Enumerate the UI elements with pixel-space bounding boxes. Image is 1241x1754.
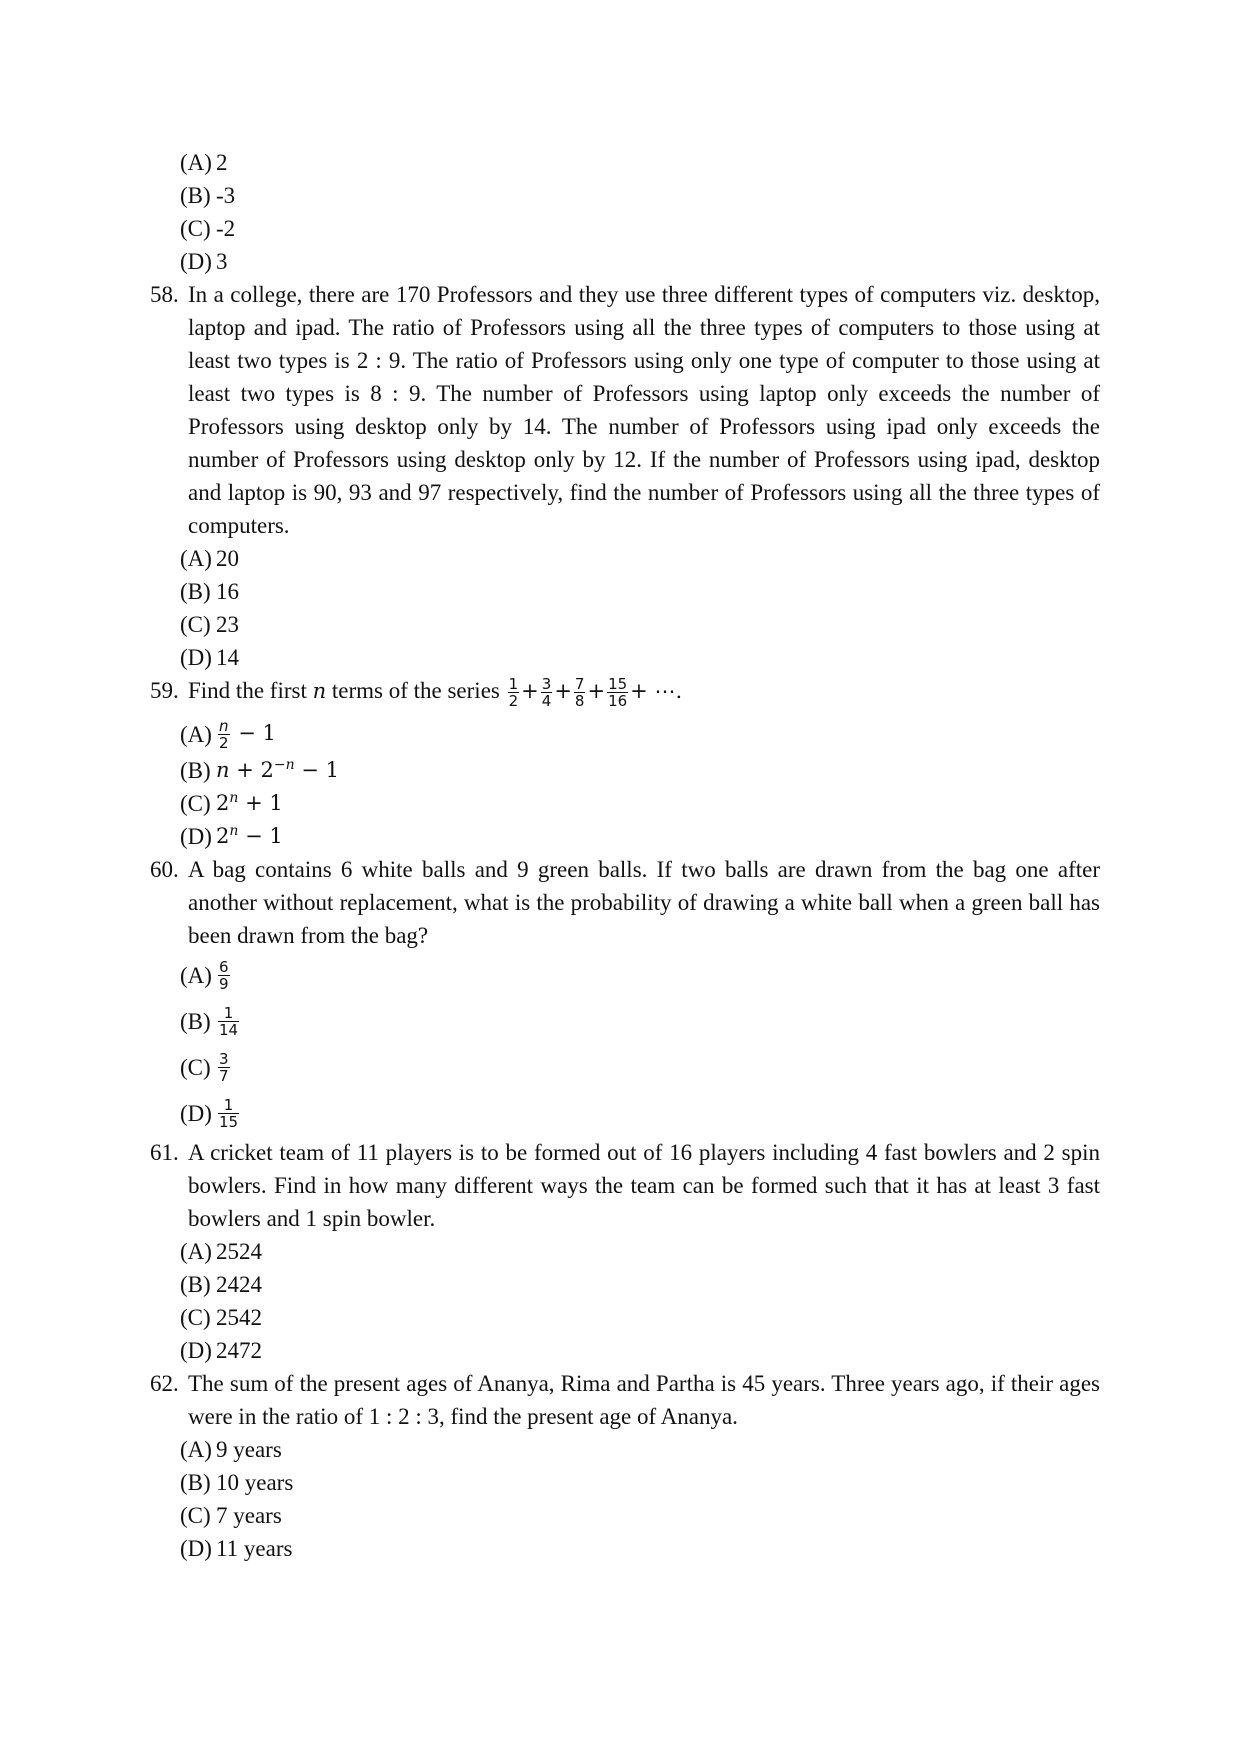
option bbox=[150, 714, 1100, 754]
option-value: 10 years bbox=[216, 1470, 294, 1495]
question-list bbox=[150, 146, 1100, 1565]
option-value: 2 bbox=[216, 150, 228, 175]
fraction bbox=[218, 718, 230, 751]
q58-options bbox=[150, 542, 1100, 674]
question-62 bbox=[150, 1367, 1100, 1433]
option bbox=[150, 542, 1100, 575]
variable-n: n bbox=[312, 679, 327, 703]
question-58 bbox=[150, 278, 1100, 542]
option-label: (D) bbox=[180, 1338, 212, 1363]
plus-sign: + bbox=[587, 679, 606, 703]
series-term bbox=[508, 676, 520, 709]
question-61 bbox=[150, 1136, 1100, 1235]
question-text: The sum of the present ages of Ananya, Rima and Partha is 45 years. Three years ago, if their ages were in the ratio of 1 : 2 : 3, find the present age of Ananya. bbox=[188, 1371, 1100, 1429]
option bbox=[150, 1433, 1100, 1466]
option-value: -2 bbox=[216, 216, 236, 241]
plus-sign: + bbox=[554, 679, 572, 703]
denominator: 15 bbox=[219, 1112, 239, 1131]
option-label: (C) bbox=[180, 791, 211, 816]
denominator: 2 bbox=[508, 692, 519, 711]
option-label: (C) bbox=[180, 1305, 211, 1330]
question-text: A bag contains 6 white balls and 9 green balls. If two balls are drawn from the bag one after another without replacement, what is the probability of drawing a white ball when a green ball has been drawn from the bag? bbox=[188, 857, 1100, 948]
series-ellipsis: + ⋯. bbox=[630, 679, 683, 703]
option-value bbox=[216, 754, 339, 787]
option bbox=[150, 1235, 1100, 1268]
option-value bbox=[216, 820, 283, 853]
option-label: (A) bbox=[180, 546, 212, 571]
denominator: 8 bbox=[574, 692, 585, 711]
question-number: 61. bbox=[150, 1140, 179, 1165]
option-label: (C) bbox=[180, 216, 211, 241]
option bbox=[150, 787, 1100, 820]
base: 2 bbox=[216, 791, 230, 815]
option-label: (A) bbox=[180, 721, 212, 747]
series-term bbox=[574, 676, 586, 709]
numerator: 6 bbox=[219, 957, 229, 976]
option-label: (C) bbox=[180, 1054, 211, 1080]
option-value: 2472 bbox=[216, 1338, 262, 1363]
question-number: 58. bbox=[150, 282, 179, 307]
question-text: In a college, there are 170 Professors and they use three different types of computers viz. desktop, laptop and ipad. The ratio of Professors using all the three types of computers to those using at least two types is 2 : 9. The ratio of Professors using only one type of computer to those using at least two types is 8 : 9. The number of Professors using laptop only exceeds the number of Professors using desktop only by 14. The number of Professors using ipad only exceeds the number of Professors using desktop only by 12. If the number of Professors using ipad, desktop and laptop is 90, 93 and 97 respectively, find the number of Professors using all the three types of computers. bbox=[188, 282, 1100, 538]
option bbox=[150, 608, 1100, 641]
option-label: (B) bbox=[180, 758, 211, 783]
option-value: 11 years bbox=[216, 1536, 293, 1561]
plus-sign: + bbox=[521, 679, 539, 703]
option-label: (B) bbox=[180, 1272, 211, 1297]
option-label: (D) bbox=[180, 824, 212, 849]
option-label: (A) bbox=[180, 150, 212, 175]
option-value: 20 bbox=[216, 546, 239, 571]
option-label: (A) bbox=[180, 962, 212, 988]
option bbox=[150, 754, 1100, 787]
option-label: (C) bbox=[180, 612, 211, 637]
option-value: 2424 bbox=[216, 1272, 262, 1297]
numerator: 7 bbox=[574, 675, 585, 694]
option-label: (D) bbox=[180, 249, 212, 274]
numerator: 15 bbox=[608, 675, 628, 694]
option-label: (A) bbox=[180, 1437, 212, 1462]
option-label: (A) bbox=[180, 1239, 212, 1264]
question-text: A cricket team of 11 players is to be formed out of 16 players including 4 fast bowlers and 2 spin bowlers. Find in how many different ways the team can be formed such that it has at least 3 fast bowlers and 1 spin bowler. bbox=[188, 1140, 1100, 1231]
option bbox=[150, 1334, 1100, 1367]
expression-rest: − 1 bbox=[238, 721, 276, 745]
fraction bbox=[218, 1097, 239, 1130]
variable-n: n bbox=[216, 758, 230, 782]
question-number: 59. bbox=[150, 678, 179, 703]
option-label: (B) bbox=[180, 579, 211, 604]
exponent: −n bbox=[273, 757, 295, 773]
option-value: 16 bbox=[216, 579, 239, 604]
numerator: 1 bbox=[508, 675, 519, 694]
question-59 bbox=[150, 674, 1100, 714]
option bbox=[150, 146, 1100, 179]
option-value: 2542 bbox=[216, 1305, 262, 1330]
expression-rest: + 1 bbox=[245, 791, 283, 815]
exponent: n bbox=[229, 790, 239, 806]
question-60 bbox=[150, 853, 1100, 952]
expression-rest: − 1 bbox=[301, 758, 339, 782]
option bbox=[150, 1301, 1100, 1334]
option-value: 9 years bbox=[216, 1437, 282, 1462]
numerator: n bbox=[219, 717, 229, 735]
option-label: (B) bbox=[180, 1008, 211, 1034]
option bbox=[150, 1499, 1100, 1532]
option-value: 3 bbox=[216, 249, 228, 274]
option bbox=[150, 952, 1100, 998]
expression-mid: + 2 bbox=[236, 758, 274, 782]
option bbox=[150, 641, 1100, 674]
option-label: (D) bbox=[180, 645, 212, 670]
q59-options bbox=[150, 714, 1100, 853]
question-text-mid: terms of the series bbox=[331, 678, 500, 703]
option-value: 7 years bbox=[216, 1503, 282, 1528]
numerator: 1 bbox=[218, 1005, 239, 1022]
option-value: -3 bbox=[216, 183, 236, 208]
option bbox=[150, 245, 1100, 278]
question-number: 62. bbox=[150, 1371, 179, 1396]
fraction bbox=[218, 1051, 230, 1084]
denominator: 4 bbox=[541, 692, 552, 711]
option-value bbox=[216, 717, 276, 751]
denominator: 14 bbox=[219, 1020, 239, 1039]
option bbox=[150, 820, 1100, 853]
base: 2 bbox=[216, 824, 230, 848]
question-number: 60. bbox=[150, 857, 179, 882]
fraction bbox=[218, 1005, 239, 1038]
option bbox=[150, 1466, 1100, 1499]
option bbox=[150, 998, 1100, 1044]
denominator: 9 bbox=[219, 974, 229, 993]
option bbox=[150, 1268, 1100, 1301]
option-label: (B) bbox=[180, 1470, 211, 1495]
q60-options bbox=[150, 952, 1100, 1136]
option-value: 23 bbox=[216, 612, 239, 637]
option-label: (D) bbox=[180, 1536, 212, 1561]
option bbox=[150, 1532, 1100, 1565]
q57-options bbox=[150, 146, 1100, 278]
numerator: 3 bbox=[219, 1049, 229, 1068]
fraction bbox=[218, 959, 230, 992]
option-label: (C) bbox=[180, 1503, 211, 1528]
option-value: 2524 bbox=[216, 1239, 262, 1264]
q62-options bbox=[150, 1433, 1100, 1565]
option-value bbox=[216, 787, 283, 820]
option-label: (D) bbox=[180, 1100, 212, 1126]
option-value: 14 bbox=[216, 645, 239, 670]
denominator: 7 bbox=[219, 1066, 229, 1085]
question-text-pre: Find the first bbox=[188, 678, 307, 703]
expression-rest: − 1 bbox=[245, 824, 283, 848]
numerator: 3 bbox=[541, 675, 552, 694]
option bbox=[150, 1090, 1100, 1136]
option bbox=[150, 212, 1100, 245]
series-term bbox=[607, 676, 628, 709]
option-label: (B) bbox=[180, 183, 211, 208]
option bbox=[150, 179, 1100, 212]
q61-options bbox=[150, 1235, 1100, 1367]
series-term bbox=[541, 676, 553, 709]
option bbox=[150, 1044, 1100, 1090]
exponent: n bbox=[229, 823, 239, 839]
numerator: 1 bbox=[218, 1097, 239, 1114]
denominator: 2 bbox=[219, 734, 229, 752]
denominator: 16 bbox=[608, 692, 628, 711]
option bbox=[150, 575, 1100, 608]
